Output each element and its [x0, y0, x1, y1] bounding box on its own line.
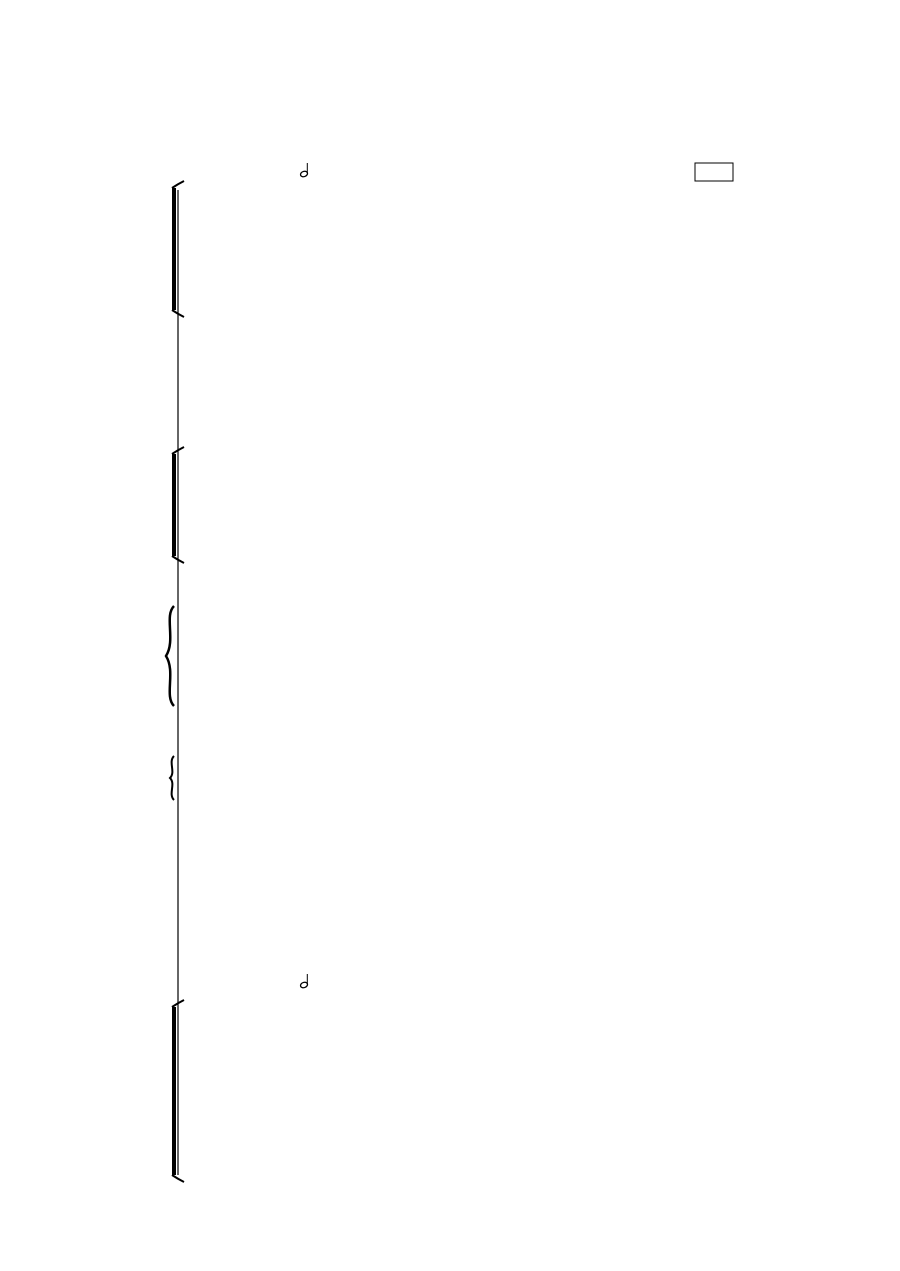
half-note-icon	[300, 974, 309, 989]
brace-piano	[166, 606, 174, 706]
rehearsal-mark	[695, 163, 733, 181]
half-note-icon	[300, 163, 309, 178]
tempo-marking	[300, 163, 309, 178]
tempo-marking-percussion	[300, 974, 309, 989]
brace-synthesizer	[170, 756, 174, 800]
